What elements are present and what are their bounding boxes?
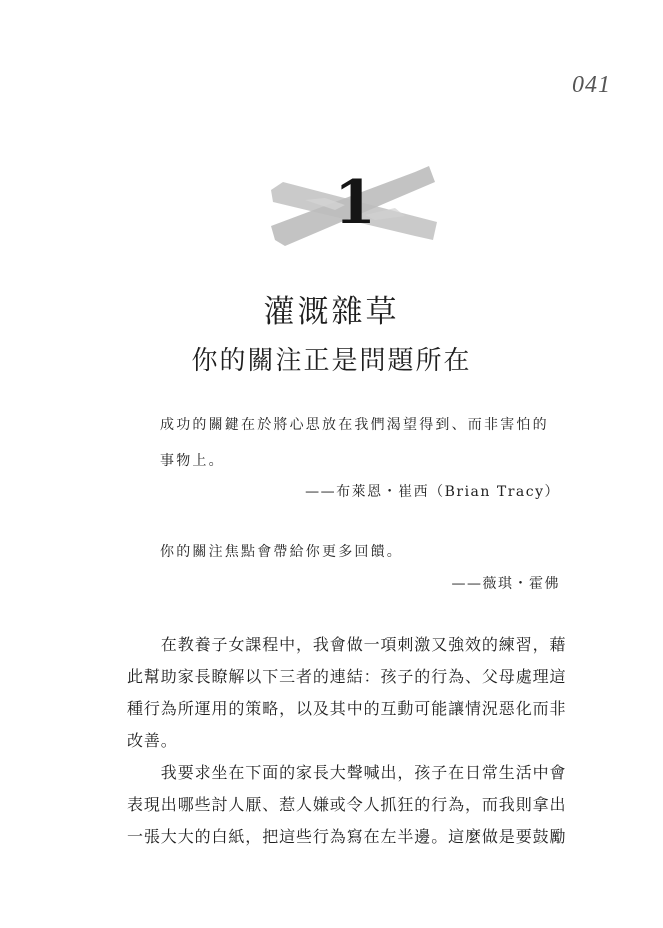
body-text-line: 在教養子女課程中，我會做一項刺激又強效的練習，藉 bbox=[127, 635, 567, 654]
quote-attribution: ——布萊恩・崔西（Brian Tracy） bbox=[305, 484, 560, 500]
body-text-line: 改善。 bbox=[127, 731, 178, 750]
quote-attribution: ——薇琪・霍佛 bbox=[451, 576, 560, 592]
body-text-line: 表現出哪些討人厭、惹人嫌或令人抓狂的行為，而我則拿出 bbox=[127, 795, 567, 814]
body-text-line: 此幫助家長瞭解以下三者的連結：孩子的行為、父母處理這 bbox=[127, 667, 567, 686]
quote-line: 成功的關鍵在於將心思放在我們渴望得到、而非害怕的 bbox=[160, 417, 549, 433]
chapter-number-mark bbox=[265, 160, 445, 255]
body-text-line: 種行為所運用的策略，以及其中的互動可能讓情況惡化而非 bbox=[127, 699, 567, 718]
quote-line: 事物上。 bbox=[160, 453, 225, 469]
page-number: 041 bbox=[572, 72, 611, 98]
chapter-title: 灌溉雜草 bbox=[263, 294, 400, 330]
body-text-line: 一張大大的白紙，把這些行為寫在左半邊。這麼做是要鼓勵 bbox=[127, 827, 567, 846]
chapter-subtitle: 你的關注正是問題所在 bbox=[191, 346, 472, 376]
chapter-number: 1 bbox=[334, 168, 376, 238]
body-text-line: 我要求坐在下面的家長大聲喊出，孩子在日常生活中會 bbox=[127, 763, 567, 782]
quote-line: 你的關注焦點會帶給你更多回饋。 bbox=[160, 544, 403, 560]
